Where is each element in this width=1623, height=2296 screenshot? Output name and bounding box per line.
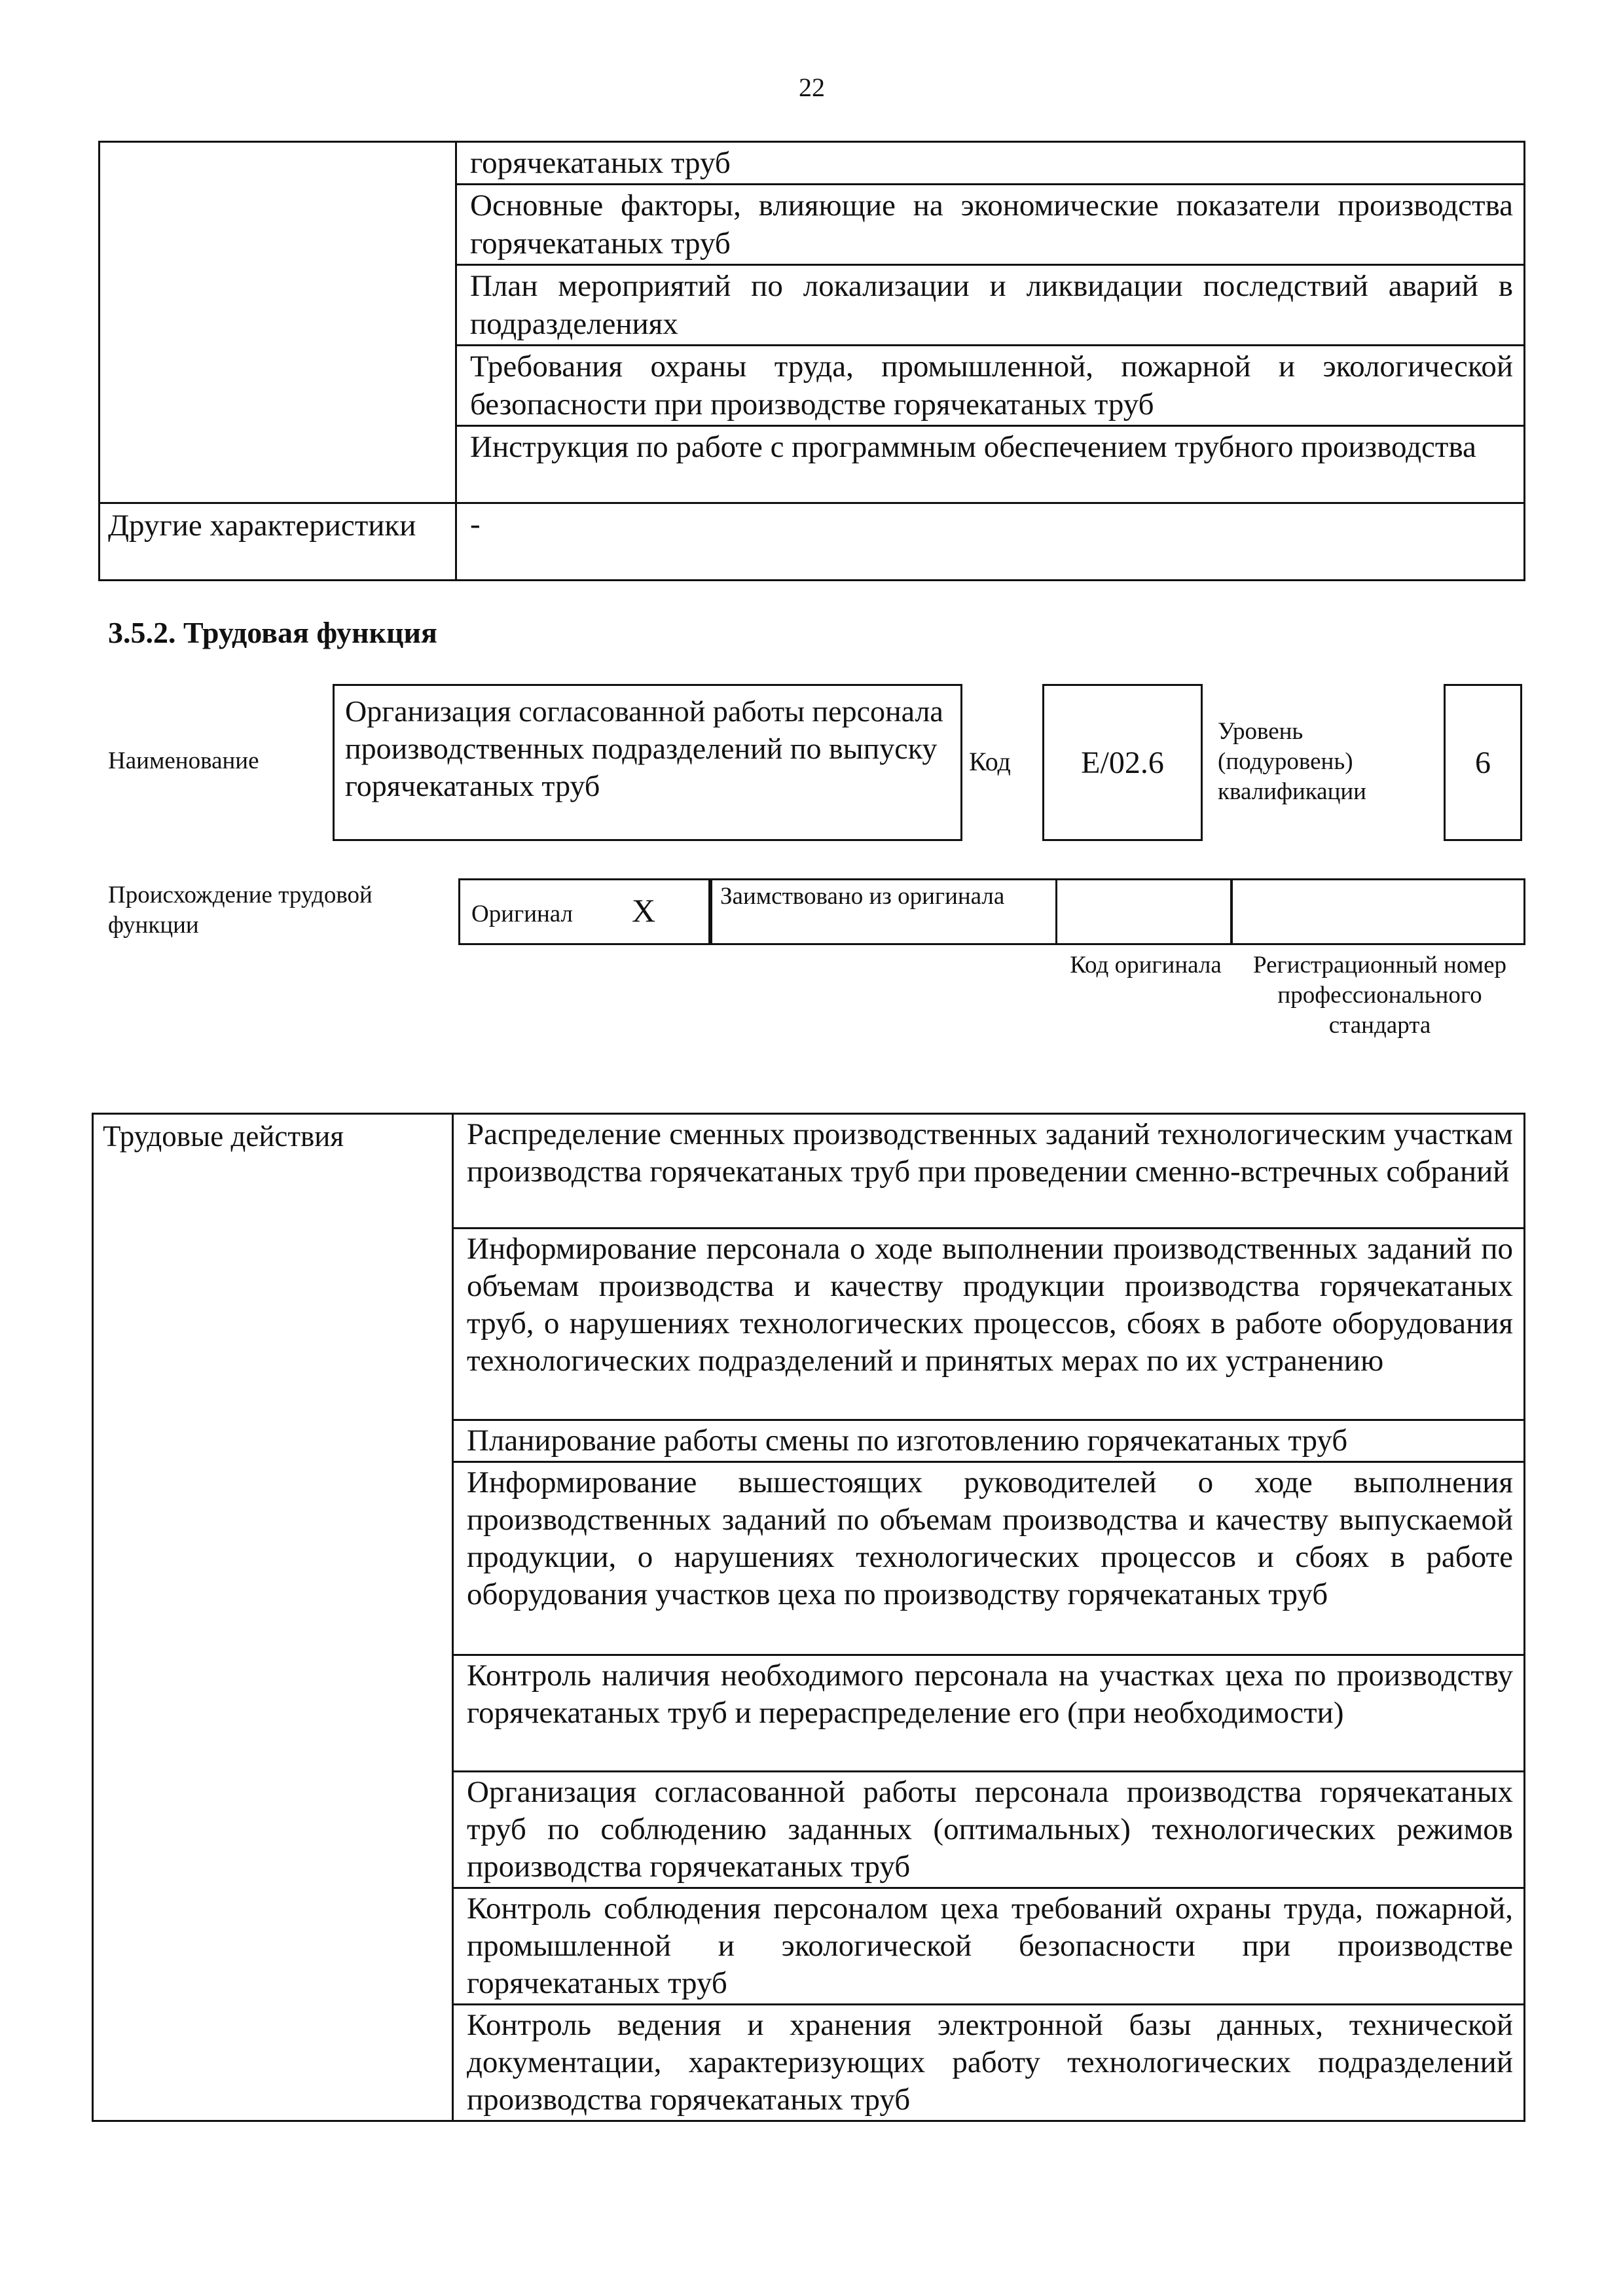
- knowledge-row: горячекатаных труб: [456, 142, 1525, 185]
- other-characteristics-label: Другие характеристики: [100, 503, 456, 581]
- original-mark: X: [632, 892, 656, 929]
- qualification-level-box: 6: [1444, 684, 1522, 841]
- other-characteristics-value: -: [456, 503, 1525, 581]
- labor-action-item: Организация согласованной работы персонала производства горячекатаных труб по соблюдению заданных (оптимальных) технологических режимов производства горячекатаных труб: [453, 1772, 1525, 1888]
- labor-action-item: Распределение сменных производственных заданий технологическим участкам производства горячекатаных труб при проведении сменно-встречных собраний: [453, 1114, 1525, 1229]
- borrowed-label: Заимствовано из оригинала: [720, 883, 1005, 910]
- labor-action-item: Информирование персонала о ходе выполнении производственных заданий по объемам производства и качеству продукции производства горячекатаных труб, о нарушениях технологических процессов, сбоях в работе оборудования технологических подразделений и принятых мерах по их устранению: [453, 1229, 1525, 1420]
- original-code-caption: Код оригинала: [1070, 952, 1222, 978]
- registration-number-cell: [1231, 878, 1525, 945]
- knowledge-label-cell: [100, 142, 456, 503]
- qualification-level-label: Уровень (подуровень) квалификации: [1218, 718, 1366, 805]
- original-label: Оригинал: [471, 901, 574, 927]
- original-code-cell: [1055, 878, 1232, 945]
- labor-actions-label: Трудовые действия: [93, 1114, 453, 2121]
- knowledge-row: Основные факторы, влияющие на экономические показатели производства горячекатаных труб: [456, 185, 1525, 265]
- code-label: Код: [969, 747, 1011, 776]
- labor-action-item: Контроль ведения и хранения электронной базы данных, технической документации, характеризующих работу технологических подразделений производства горячекатаных труб: [453, 2005, 1525, 2121]
- function-code-box: E/02.6: [1042, 684, 1203, 841]
- knowledge-row: План мероприятий по локализации и ликвидации последствий аварий в подразделениях: [456, 265, 1525, 346]
- labor-actions-table: [92, 1113, 1525, 2122]
- function-name-box: Организация согласованной работы персонала производственных подразделений по выпуску горячекатаных труб: [333, 684, 962, 841]
- labor-action-item: Контроль соблюдения персоналом цеха требований охраны труда, пожарной, промышленной и экологической безопасности при производстве горячекатаных труб: [453, 1888, 1525, 2005]
- section-heading: 3.5.2. Трудовая функция: [108, 616, 437, 649]
- knowledge-table: [98, 141, 1525, 581]
- origin-label: Происхождение трудовой функции: [108, 882, 373, 939]
- registration-number-caption: Регистрационный номер профессионального стандарта: [1252, 952, 1506, 1039]
- labor-action-item: Контроль наличия необходимого персонала на участках цеха по производству горячекатаных труб и перераспределение его (при необходимости): [453, 1655, 1525, 1772]
- labor-action-item: Информирование вышестоящих руководителей о ходе выполнения производственных заданий по объемам производства и качеству выпускаемой продукции, о нарушениях технологических процессов и сбоях в работе оборудования участков цеха по производству горячекатаных труб: [453, 1462, 1525, 1655]
- labor-action-item: Планирование работы смены по изготовлению горячекатаных труб: [453, 1420, 1525, 1462]
- name-label: Наименование: [108, 747, 259, 774]
- knowledge-row: Требования охраны труда, промышленной, пожарной и экологической безопасности при производстве горячекатаных труб: [456, 346, 1525, 426]
- page-number: 22: [799, 73, 825, 102]
- knowledge-row: Инструкция по работе с программным обеспечением трубного производства: [456, 426, 1525, 503]
